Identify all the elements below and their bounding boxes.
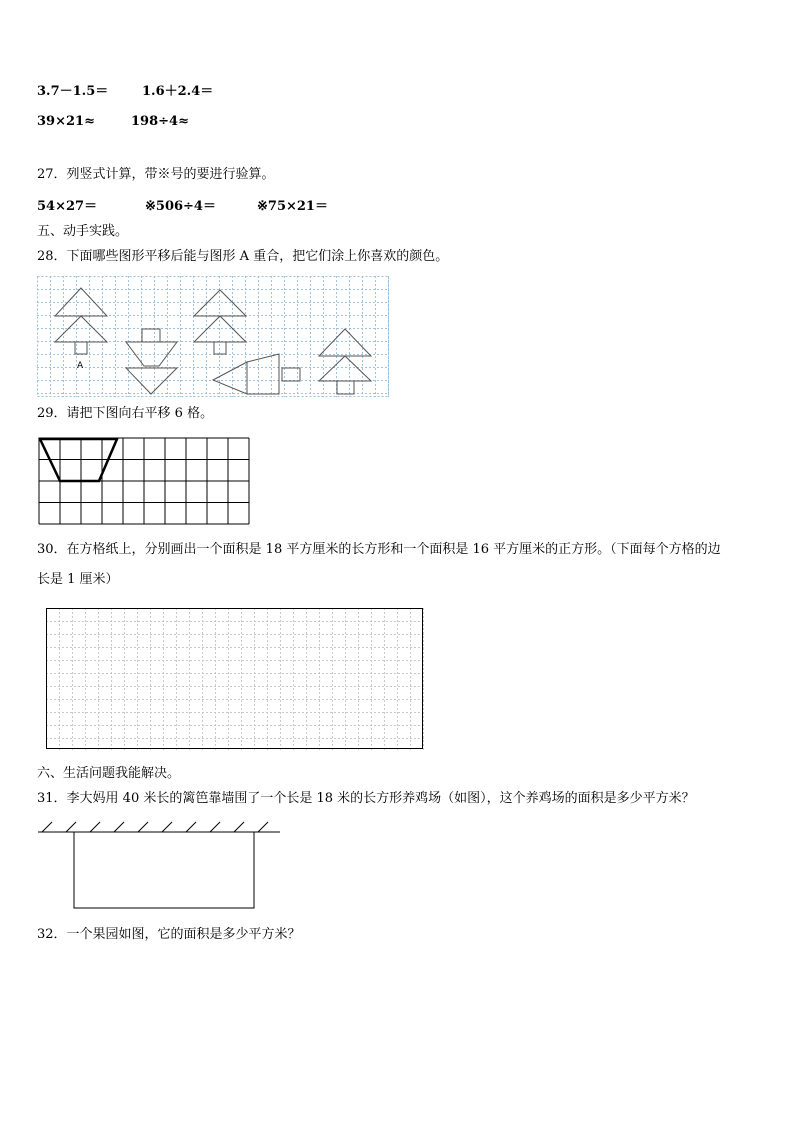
tree-5-bottom-triangle xyxy=(319,356,371,381)
question-30-prompt: 30．在方格纸上，分别画出一个面积是 18 平方厘米的长方形和一个面积是 16 平方厘米的正方形。（下面每个方格的边 xyxy=(37,542,721,557)
calc-item: 39×21≈ xyxy=(37,114,95,129)
section-heading: 六、生活问题我能解决。 xyxy=(37,766,181,781)
shape-left-triangle xyxy=(213,362,247,394)
tree-5-trunk xyxy=(337,381,354,394)
question-31-prompt: 31．李大妈用 40 米长的篱笆靠墙围了一个长是 18 米的长方形养鸡场（如图），这个养鸡场的面积是多少平方米？ xyxy=(37,791,695,806)
fence-rectangle xyxy=(74,832,254,908)
question-29-prompt: 29．请把下图向右平移 6 格。 xyxy=(37,406,214,421)
translation-figure-grid xyxy=(37,276,389,397)
question-30-prompt-cont: 长是 1 厘米） xyxy=(37,572,119,587)
calc-item: 3.7－1.5＝ xyxy=(37,84,109,99)
vertical-calc-item: ※75×21＝ xyxy=(257,199,328,214)
shape-down-square xyxy=(142,329,160,342)
tree-5-top-triangle xyxy=(319,329,371,356)
question-28-prompt: 28．下面哪些图形平移后能与图形 A 重合，把它们涂上你喜欢的颜色。 xyxy=(37,249,449,264)
calc-item: 198÷4≈ xyxy=(131,114,189,129)
wall-hatching xyxy=(42,822,268,832)
calc-item: 1.6＋2.4＝ xyxy=(142,84,214,99)
translation-grid-q29 xyxy=(38,437,250,527)
vertical-calc-item: 54×27＝ xyxy=(37,199,98,214)
figure-a-label: A xyxy=(77,361,84,371)
question-32-prompt: 32．一个果园如图，它的面积是多少平方米？ xyxy=(37,927,301,942)
question-27-prompt: 27．列竖式计算，带※号的要进行验算。 xyxy=(37,167,275,182)
shape-left-trapezoid xyxy=(247,354,279,394)
section-heading: 五、动手实践。 xyxy=(37,224,129,239)
drawing-grid-q30 xyxy=(46,608,424,750)
vertical-calc-item: ※506÷4＝ xyxy=(145,199,216,214)
chicken-coop-diagram xyxy=(36,818,282,913)
